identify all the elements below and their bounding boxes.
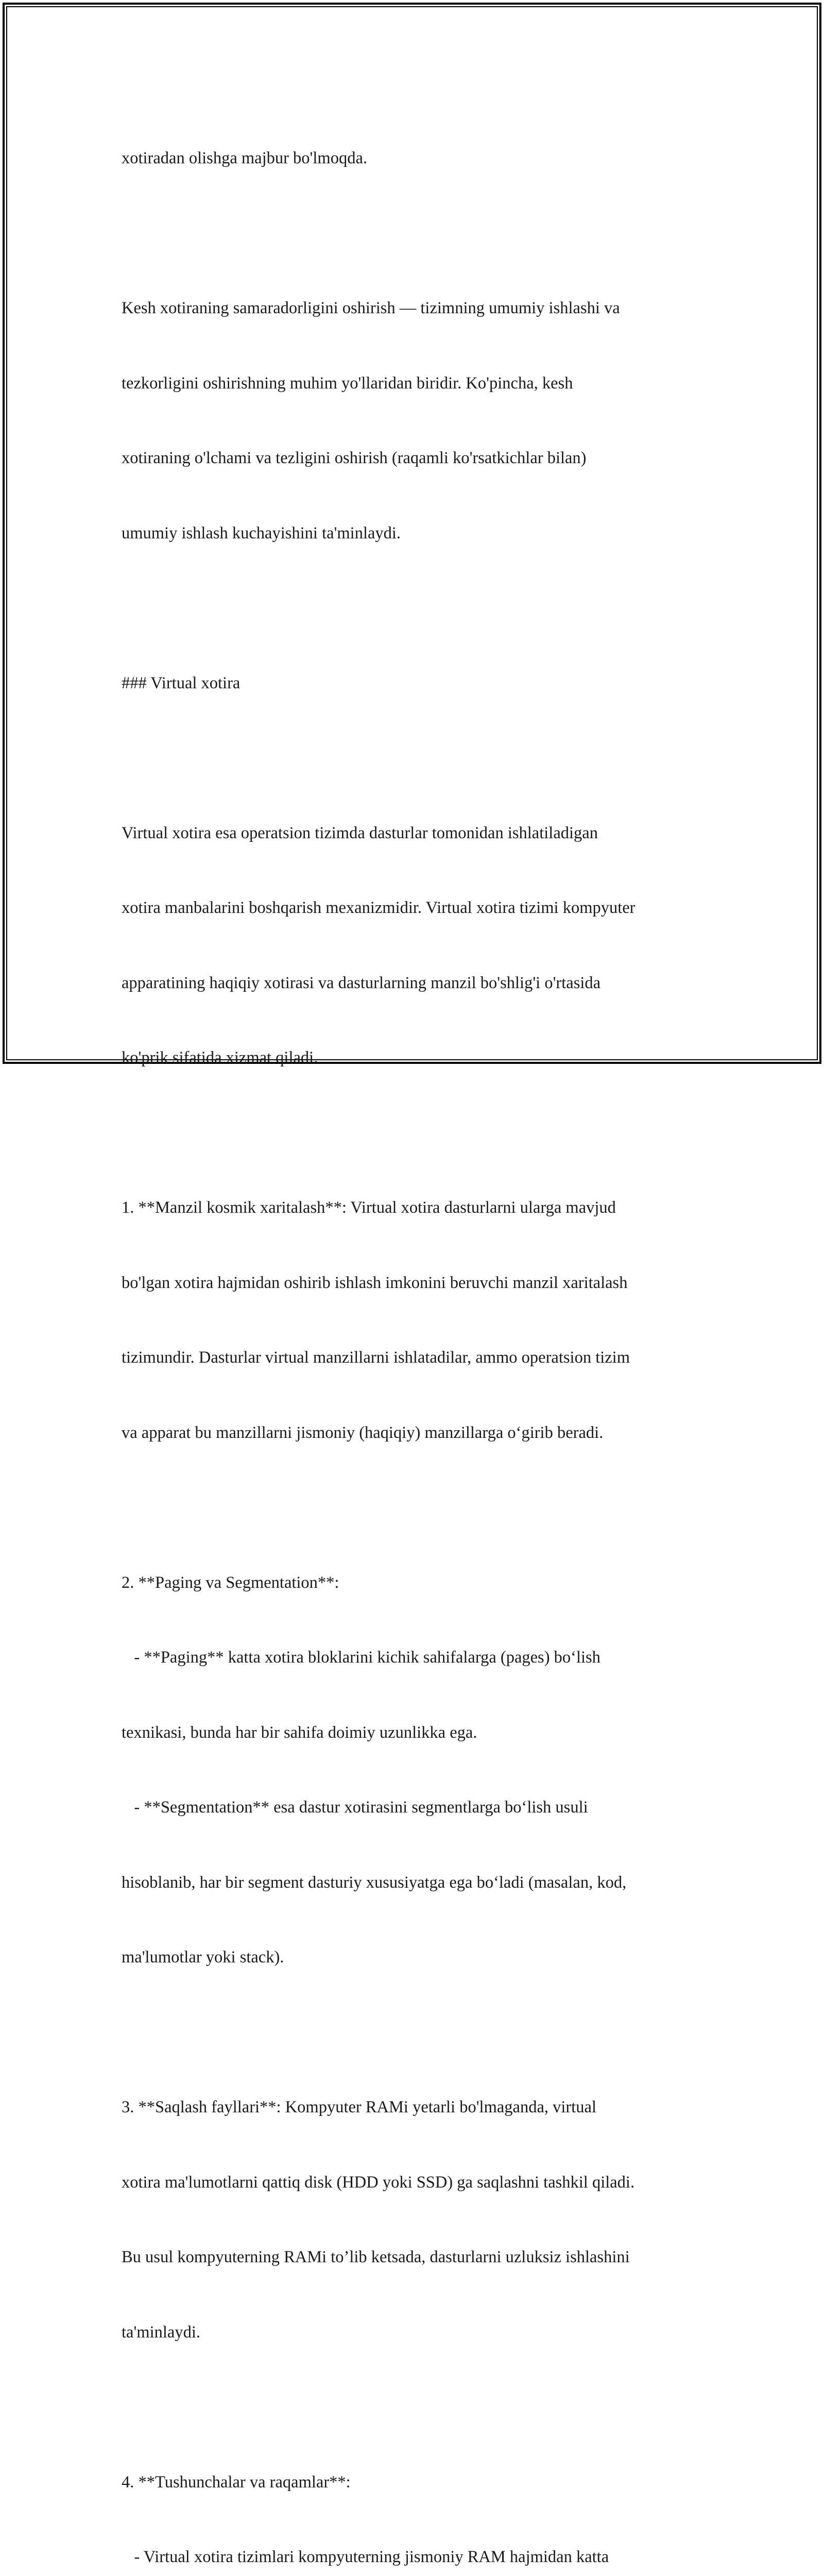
text-line: xotira manbalarini boshqarish mexanizmidir. Virtual xotira tizimi kompyuter <box>122 895 714 921</box>
text-line: xotiraning o'lchami va tezligini oshirish (raqamli ko'rsatkichlar bilan) <box>122 446 714 471</box>
text-line: Virtual xotira esa operatsion tizimda dasturlar tomonidan ishlatiladigan <box>122 821 714 846</box>
list-item-4 <box>122 2420 714 2576</box>
text-line: va apparat bu manzillarni jismoniy (haqiqiy) manzillarga o‘girib beradi. <box>122 1420 714 1446</box>
text-line: ma'lumotlar yoki stack). <box>122 1945 714 1970</box>
text-line: - **Segmentation** esa dastur xotirasini segmentlarga bo‘lish usuli <box>122 1795 714 1820</box>
text-line: - Virtual xotira tizimlari kompyuterning jismoniy RAM hajmidan katta <box>122 2545 714 2570</box>
text-line: hisoblanib, har bir segment dasturiy xususiyatga ega bo‘ladi (masalan, kod, <box>122 1870 714 1895</box>
text-line: ko'prik sifatida xizmat qiladi. <box>122 1045 714 1071</box>
paragraph-1 <box>122 96 714 221</box>
text-line: ta'minlaydi. <box>122 2320 714 2345</box>
text-line: xotira ma'lumotlarni qattiq disk (HDD yoki SSD) ga saqlashni tashkil qiladi. <box>122 2170 714 2195</box>
section-heading <box>122 621 714 746</box>
document-body <box>122 96 714 2576</box>
text-line: 4. **Tushunchalar va raqamlar**: <box>122 2470 714 2495</box>
paragraph-2 <box>122 246 714 596</box>
text-line: texnikasi, bunda har bir sahifa doimiy uzunlikka ega. <box>122 1720 714 1745</box>
text-line: apparatining haqiqiy xotirasi va dasturlarning manzil bo'shlig'i o'rtasida <box>122 971 714 996</box>
paragraph-intro <box>122 771 714 1121</box>
heading-text: ### Virtual xotira <box>122 671 714 696</box>
text-line: - **Paging** katta xotira bloklarini kichik sahifalarga (pages) bo‘lish <box>122 1645 714 1670</box>
text-line: umumiy ishlash kuchayishini ta'minlaydi. <box>122 521 714 546</box>
text-line: 1. **Manzil kosmik xaritalash**: Virtual xotira dasturlarni ularga mavjud <box>122 1195 714 1221</box>
text-line: 3. **Saqlash fayllari**: Kompyuter RAMi yetarli bo'lmaganda, virtual <box>122 2095 714 2120</box>
text-line: 2. **Paging va Segmentation**: <box>122 1570 714 1596</box>
text-line: Kesh xotiraning samaradorligini oshirish — tizimning umumiy ishlashi va <box>122 296 714 321</box>
text-line: Bu usul kompyuterning RAMi to’lib ketsada, dasturlarni uzluksiz ishlashini <box>122 2245 714 2270</box>
text-line: xotiradan olishga majbur bo'lmoqda. <box>122 146 714 171</box>
list-item-1 <box>122 1145 714 1495</box>
text-line: tezkorligini oshirishning muhim yo'llaridan biridir. Ko'pincha, kesh <box>122 371 714 396</box>
list-item-2 <box>122 1520 714 2020</box>
list-item-3 <box>122 2045 714 2395</box>
text-line: bo'lgan xotira hajmidan oshirib ishlash imkonini beruvchi manzil xaritalash <box>122 1270 714 1296</box>
text-line: tizimundir. Dasturlar virtual manzillarni ishlatadilar, ammo operatsion tizim <box>122 1345 714 1370</box>
